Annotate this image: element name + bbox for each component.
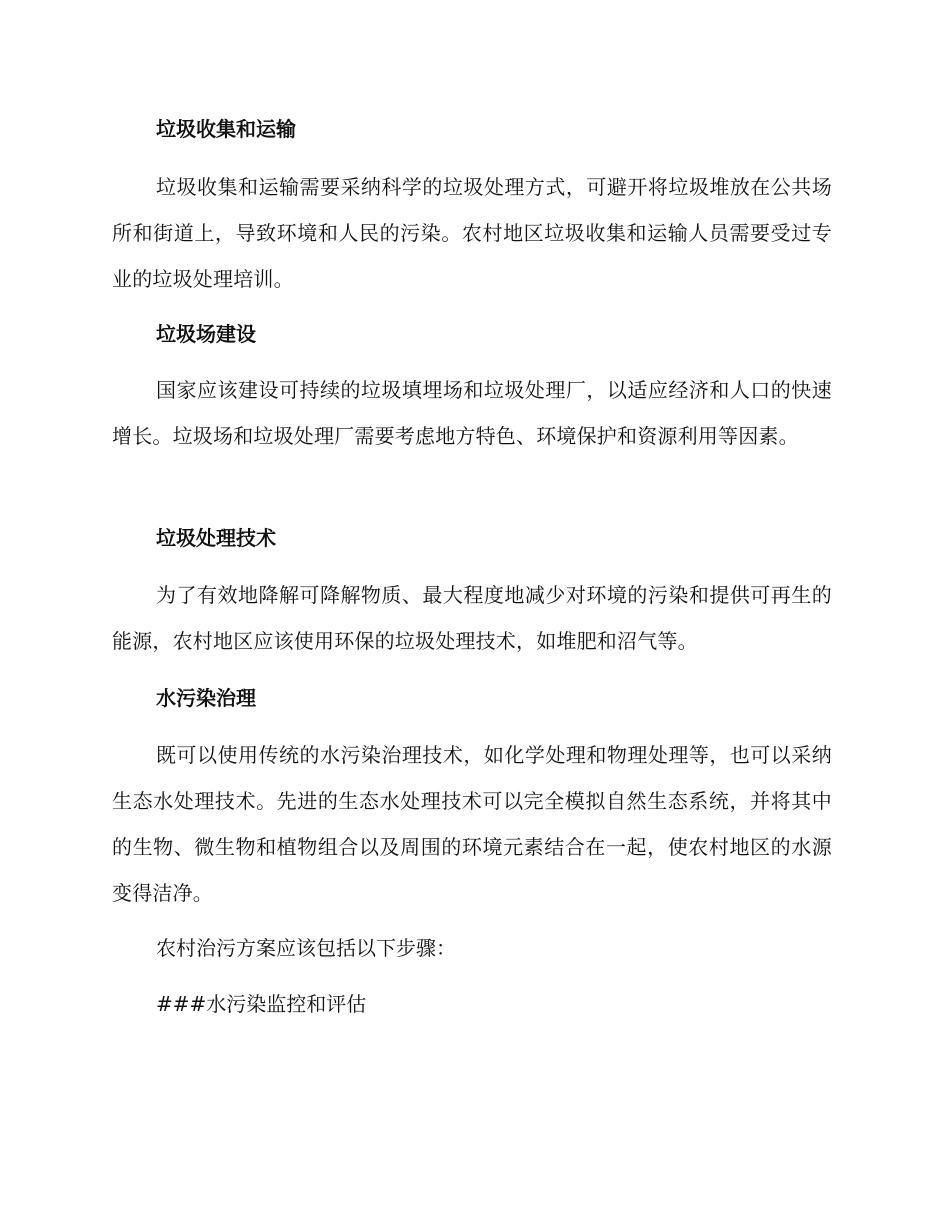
next-section-heading: ###水污染监控和评估 [156,992,367,1016]
steps-intro-text: 农村治污方案应该包括以下步骤： [156,936,456,960]
section-paragraph-landfill-construction: 国家应该建设可持续的垃圾填埋场和垃圾处理厂，以适应经济和人口的快速增长。垃圾场和垃圾处理厂需要考虑地方特色、环境保护和资源利用等因素。 [112,378,832,448]
section-paragraph-garbage-collection: 垃圾收集和运输需要采纳科学的垃圾处理方式，可避开将垃圾堆放在公共场所和街道上，导致环境和人民的污染。农村地区垃圾收集和运输人员需要受过专业的垃圾处理培训。 [112,175,832,291]
section-heading-landfill-construction: 垃圾场建设 [156,322,256,346]
section-heading-garbage-treatment-tech: 垃圾处理技术 [156,526,276,550]
section-paragraph-water-pollution: 既可以使用传统的水污染治理技术，如化学处理和物理处理等，也可以采纳生态水处理技术。先进的生态水处理技术可以完全模拟自然生态系统，并将其中的生物、微生物和植物组合以及周围的环境元素结合在一起，使农村地区的水源变得洁净。 [112,743,832,905]
section-heading-garbage-collection: 垃圾收集和运输 [156,117,296,141]
section-heading-water-pollution: 水污染治理 [156,686,256,710]
section-paragraph-garbage-treatment-tech: 为了有效地降解可降解物质、最大程度地减少对环境的污染和提供可再生的能源，农村地区应该使用环保的垃圾处理技术，如堆肥和沼气等。 [112,583,832,653]
